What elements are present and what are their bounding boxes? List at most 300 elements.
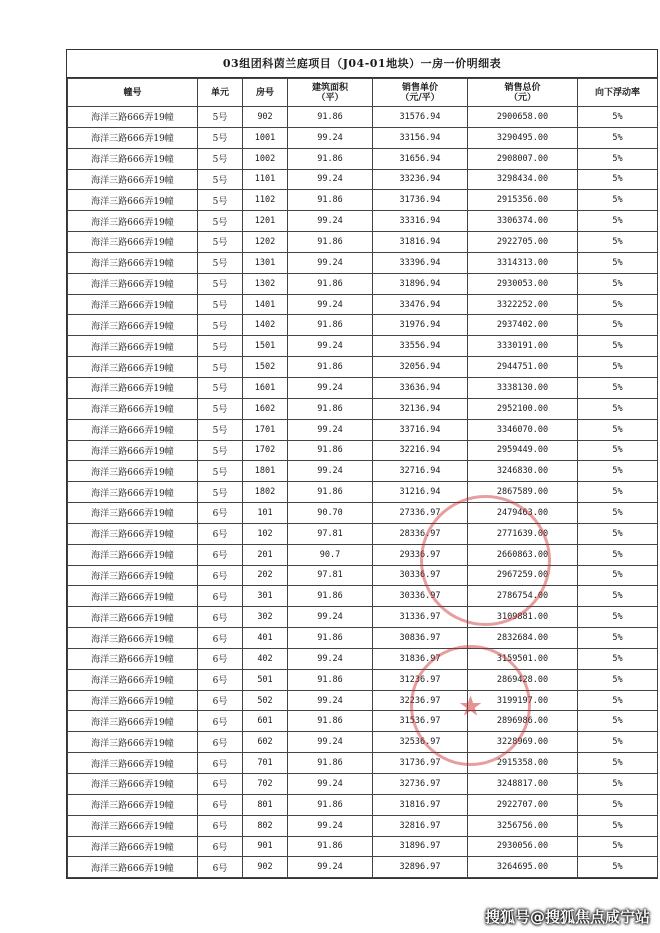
table-row	[68, 461, 658, 482]
table-row	[68, 711, 658, 732]
unit-price-cell: 32896.97	[373, 857, 468, 878]
float-rate-cell: 5%	[578, 461, 658, 482]
total-price-cell: 2869428.00	[468, 669, 578, 690]
seal-star-icon: ★	[457, 689, 484, 722]
area-cell: 99.24	[288, 211, 373, 232]
room-cell: 301	[243, 586, 288, 607]
total-price-cell: 2660863.00	[468, 544, 578, 565]
area-cell: 99.24	[288, 732, 373, 753]
float-rate-cell: 5%	[578, 586, 658, 607]
float-rate-cell: 5%	[578, 753, 658, 774]
unit-price-cell: 30836.97	[373, 628, 468, 649]
unit-price-cell: 32536.97	[373, 732, 468, 753]
float-rate-cell: 5%	[578, 357, 658, 378]
float-rate-cell: 5%	[578, 440, 658, 461]
float-rate-cell: 5%	[578, 107, 658, 128]
area-cell: 91.86	[288, 836, 373, 857]
total-price-cell: 2944751.00	[468, 357, 578, 378]
room-cell: 1402	[243, 315, 288, 336]
total-price-cell: 3159501.00	[468, 648, 578, 669]
unit-price-cell: 31896.94	[373, 273, 468, 294]
building-cell: 海洋三路666弄19幢	[68, 669, 198, 690]
unit-price-cell: 33476.94	[373, 294, 468, 315]
building-cell: 海洋三路666弄19幢	[68, 169, 198, 190]
room-cell: 701	[243, 753, 288, 774]
unit-price-cell: 32216.94	[373, 440, 468, 461]
building-cell: 海洋三路666弄19幢	[68, 252, 198, 273]
building-cell: 海洋三路666弄19幢	[68, 732, 198, 753]
building-cell: 海洋三路666弄19幢	[68, 419, 198, 440]
building-cell: 海洋三路666弄19幢	[68, 148, 198, 169]
unit-cell: 5号	[198, 357, 243, 378]
area-cell: 99.24	[288, 169, 373, 190]
table-row	[68, 294, 658, 315]
table-row	[68, 357, 658, 378]
float-rate-cell: 5%	[578, 669, 658, 690]
unit-cell: 5号	[198, 461, 243, 482]
room-cell: 601	[243, 711, 288, 732]
total-price-cell: 3290495.00	[468, 127, 578, 148]
unit-cell: 6号	[198, 565, 243, 586]
float-rate-cell: 5%	[578, 398, 658, 419]
table-row	[68, 628, 658, 649]
building-cell: 海洋三路666弄19幢	[68, 461, 198, 482]
unit-price-cell: 31816.97	[373, 794, 468, 815]
table-row	[68, 794, 658, 815]
total-price-cell: 2915358.00	[468, 753, 578, 774]
area-cell: 90.70	[288, 503, 373, 524]
room-cell: 402	[243, 648, 288, 669]
table-row	[68, 440, 658, 461]
building-cell: 海洋三路666弄19幢	[68, 523, 198, 544]
unit-price-cell: 31536.97	[373, 711, 468, 732]
total-price-cell: 3314313.00	[468, 252, 578, 273]
area-cell: 91.86	[288, 273, 373, 294]
building-cell: 海洋三路666弄19幢	[68, 440, 198, 461]
unit-price-cell: 31816.94	[373, 232, 468, 253]
float-rate-cell: 5%	[578, 252, 658, 273]
area-cell: 90.7	[288, 544, 373, 565]
unit-price-cell: 31216.94	[373, 482, 468, 503]
building-cell: 海洋三路666弄19幢	[68, 628, 198, 649]
col-header-room: 房号	[243, 79, 288, 107]
total-price-cell: 3322252.00	[468, 294, 578, 315]
unit-cell: 5号	[198, 127, 243, 148]
room-cell: 501	[243, 669, 288, 690]
table-row	[68, 774, 658, 795]
area-cell: 91.86	[288, 107, 373, 128]
building-cell: 海洋三路666弄19幢	[68, 544, 198, 565]
float-rate-cell: 5%	[578, 711, 658, 732]
building-cell: 海洋三路666弄19幢	[68, 232, 198, 253]
area-cell: 91.86	[288, 669, 373, 690]
area-cell: 99.24	[288, 294, 373, 315]
unit-price-cell: 33636.94	[373, 377, 468, 398]
unit-cell: 5号	[198, 336, 243, 357]
building-cell: 海洋三路666弄19幢	[68, 107, 198, 128]
area-cell: 99.24	[288, 607, 373, 628]
building-cell: 海洋三路666弄19幢	[68, 336, 198, 357]
total-price-cell: 3228969.00	[468, 732, 578, 753]
area-cell: 91.86	[288, 794, 373, 815]
unit-cell: 6号	[198, 648, 243, 669]
unit-cell: 5号	[198, 315, 243, 336]
room-cell: 101	[243, 503, 288, 524]
table-row	[68, 107, 658, 128]
unit-price-cell: 33156.94	[373, 127, 468, 148]
total-price-cell: 3256756.00	[468, 815, 578, 836]
building-cell: 海洋三路666弄19幢	[68, 565, 198, 586]
table-row	[68, 753, 658, 774]
unit-cell: 6号	[198, 815, 243, 836]
float-rate-cell: 5%	[578, 857, 658, 878]
unit-price-cell: 31836.97	[373, 648, 468, 669]
price-table	[67, 78, 658, 878]
total-price-cell: 2930053.00	[468, 273, 578, 294]
unit-price-cell: 31976.94	[373, 315, 468, 336]
room-cell: 1201	[243, 211, 288, 232]
area-cell: 91.86	[288, 482, 373, 503]
float-rate-cell: 5%	[578, 503, 658, 524]
total-price-cell: 2786754.00	[468, 586, 578, 607]
area-cell: 99.24	[288, 377, 373, 398]
float-rate-cell: 5%	[578, 127, 658, 148]
area-cell: 99.24	[288, 774, 373, 795]
room-cell: 1801	[243, 461, 288, 482]
unit-price-cell: 33236.94	[373, 169, 468, 190]
total-price-cell: 2908007.00	[468, 148, 578, 169]
building-cell: 海洋三路666弄19幢	[68, 815, 198, 836]
room-cell: 1101	[243, 169, 288, 190]
area-cell: 97.81	[288, 523, 373, 544]
unit-price-cell: 32056.94	[373, 357, 468, 378]
room-cell: 1802	[243, 482, 288, 503]
float-rate-cell: 5%	[578, 523, 658, 544]
unit-price-cell: 31236.97	[373, 669, 468, 690]
area-cell: 99.24	[288, 419, 373, 440]
float-rate-cell: 5%	[578, 148, 658, 169]
room-cell: 801	[243, 794, 288, 815]
unit-cell: 6号	[198, 774, 243, 795]
area-cell: 99.24	[288, 336, 373, 357]
float-rate-cell: 5%	[578, 482, 658, 503]
col-header-total-price: 销售总价 （元）	[468, 79, 578, 107]
table-row	[68, 669, 658, 690]
area-cell: 99.24	[288, 690, 373, 711]
room-cell: 502	[243, 690, 288, 711]
building-cell: 海洋三路666弄19幢	[68, 398, 198, 419]
room-cell: 1202	[243, 232, 288, 253]
table-row	[68, 857, 658, 878]
table-row	[68, 815, 658, 836]
unit-price-cell: 31576.94	[373, 107, 468, 128]
col-header-unit: 单元	[198, 79, 243, 107]
area-cell: 91.86	[288, 357, 373, 378]
float-rate-cell: 5%	[578, 628, 658, 649]
total-price-cell: 3199197.00	[468, 690, 578, 711]
table-row	[68, 398, 658, 419]
table-row	[68, 336, 658, 357]
unit-cell: 6号	[198, 544, 243, 565]
building-cell: 海洋三路666弄19幢	[68, 753, 198, 774]
area-cell: 99.24	[288, 127, 373, 148]
unit-cell: 6号	[198, 669, 243, 690]
table-row	[68, 377, 658, 398]
total-price-cell: 2832684.00	[468, 628, 578, 649]
float-rate-cell: 5%	[578, 273, 658, 294]
unit-price-cell: 32136.94	[373, 398, 468, 419]
room-cell: 1302	[243, 273, 288, 294]
float-rate-cell: 5%	[578, 690, 658, 711]
room-cell: 901	[243, 836, 288, 857]
room-cell: 702	[243, 774, 288, 795]
area-cell: 99.24	[288, 648, 373, 669]
area-cell: 91.86	[288, 711, 373, 732]
float-rate-cell: 5%	[578, 336, 658, 357]
unit-cell: 6号	[198, 711, 243, 732]
col-header-building: 幢号	[68, 79, 198, 107]
document-title: 03组团科茵兰庭项目（J04-01地块）一房一价明细表	[67, 50, 657, 78]
unit-cell: 5号	[198, 398, 243, 419]
area-cell: 91.86	[288, 232, 373, 253]
total-price-cell: 2915356.00	[468, 190, 578, 211]
table-row	[68, 544, 658, 565]
unit-price-cell: 32236.97	[373, 690, 468, 711]
float-rate-cell: 5%	[578, 732, 658, 753]
building-cell: 海洋三路666弄19幢	[68, 503, 198, 524]
total-price-cell: 2922705.00	[468, 232, 578, 253]
table-row	[68, 482, 658, 503]
total-price-cell: 3306374.00	[468, 211, 578, 232]
float-rate-cell: 5%	[578, 648, 658, 669]
float-rate-cell: 5%	[578, 294, 658, 315]
unit-cell: 6号	[198, 586, 243, 607]
room-cell: 1502	[243, 357, 288, 378]
table-row	[68, 190, 658, 211]
unit-cell: 5号	[198, 232, 243, 253]
float-rate-cell: 5%	[578, 169, 658, 190]
table-row	[68, 503, 658, 524]
area-cell: 91.86	[288, 586, 373, 607]
room-cell: 401	[243, 628, 288, 649]
unit-price-cell: 33316.94	[373, 211, 468, 232]
unit-cell: 6号	[198, 690, 243, 711]
unit-price-cell: 30336.97	[373, 586, 468, 607]
building-cell: 海洋三路666弄19幢	[68, 586, 198, 607]
building-cell: 海洋三路666弄19幢	[68, 774, 198, 795]
total-price-cell: 2479463.00	[468, 503, 578, 524]
unit-price-cell: 33556.94	[373, 336, 468, 357]
unit-cell: 5号	[198, 482, 243, 503]
room-cell: 1301	[243, 252, 288, 273]
total-price-cell: 2959449.00	[468, 440, 578, 461]
table-row	[68, 232, 658, 253]
area-cell: 99.24	[288, 815, 373, 836]
float-rate-cell: 5%	[578, 419, 658, 440]
unit-price-cell: 31336.97	[373, 607, 468, 628]
building-cell: 海洋三路666弄19幢	[68, 127, 198, 148]
room-cell: 1102	[243, 190, 288, 211]
building-cell: 海洋三路666弄19幢	[68, 377, 198, 398]
unit-price-cell: 31656.94	[373, 148, 468, 169]
float-rate-cell: 5%	[578, 815, 658, 836]
table-row	[68, 252, 658, 273]
room-cell: 1501	[243, 336, 288, 357]
room-cell: 1602	[243, 398, 288, 419]
col-header-float-rate: 向下浮动率	[578, 79, 658, 107]
unit-price-cell: 32816.97	[373, 815, 468, 836]
float-rate-cell: 5%	[578, 190, 658, 211]
total-price-cell: 2967259.00	[468, 565, 578, 586]
area-cell: 99.24	[288, 857, 373, 878]
unit-cell: 6号	[198, 857, 243, 878]
table-row	[68, 419, 658, 440]
unit-cell: 6号	[198, 503, 243, 524]
unit-cell: 6号	[198, 732, 243, 753]
unit-cell: 5号	[198, 419, 243, 440]
col-header-unit-price: 销售单价 （元/平）	[373, 79, 468, 107]
unit-cell: 6号	[198, 628, 243, 649]
unit-price-cell: 31736.94	[373, 190, 468, 211]
header-row	[68, 79, 658, 107]
unit-price-cell: 28336.97	[373, 523, 468, 544]
area-cell: 91.86	[288, 398, 373, 419]
unit-cell: 5号	[198, 107, 243, 128]
room-cell: 201	[243, 544, 288, 565]
building-cell: 海洋三路666弄19幢	[68, 482, 198, 503]
unit-cell: 5号	[198, 294, 243, 315]
unit-cell: 5号	[198, 273, 243, 294]
building-cell: 海洋三路666弄19幢	[68, 190, 198, 211]
float-rate-cell: 5%	[578, 774, 658, 795]
room-cell: 1001	[243, 127, 288, 148]
room-cell: 1701	[243, 419, 288, 440]
table-row	[68, 586, 658, 607]
building-cell: 海洋三路666弄19幢	[68, 211, 198, 232]
unit-cell: 6号	[198, 836, 243, 857]
area-cell: 91.86	[288, 148, 373, 169]
table-row	[68, 127, 658, 148]
table-row	[68, 169, 658, 190]
float-rate-cell: 5%	[578, 232, 658, 253]
total-price-cell: 3298434.00	[468, 169, 578, 190]
table-row	[68, 315, 658, 336]
room-cell: 302	[243, 607, 288, 628]
col-header-area: 建筑面积 （平）	[288, 79, 373, 107]
room-cell: 902	[243, 857, 288, 878]
float-rate-cell: 5%	[578, 794, 658, 815]
total-price-cell: 2937402.00	[468, 315, 578, 336]
area-cell: 99.24	[288, 252, 373, 273]
room-cell: 1002	[243, 148, 288, 169]
unit-price-cell: 29336.97	[373, 544, 468, 565]
total-price-cell: 3346070.00	[468, 419, 578, 440]
building-cell: 海洋三路666弄19幢	[68, 711, 198, 732]
total-price-cell: 2771639.00	[468, 523, 578, 544]
float-rate-cell: 5%	[578, 377, 658, 398]
unit-price-cell: 27336.97	[373, 503, 468, 524]
total-price-cell: 3248817.00	[468, 774, 578, 795]
unit-price-cell: 31736.97	[373, 753, 468, 774]
unit-cell: 5号	[198, 211, 243, 232]
total-price-cell: 3330191.00	[468, 336, 578, 357]
total-price-cell: 3109881.00	[468, 607, 578, 628]
area-cell: 91.86	[288, 628, 373, 649]
building-cell: 海洋三路666弄19幢	[68, 690, 198, 711]
float-rate-cell: 5%	[578, 565, 658, 586]
total-price-cell: 3246830.00	[468, 461, 578, 482]
unit-price-cell: 32716.94	[373, 461, 468, 482]
room-cell: 102	[243, 523, 288, 544]
unit-cell: 5号	[198, 440, 243, 461]
total-price-cell: 2922707.00	[468, 794, 578, 815]
table-row	[68, 836, 658, 857]
area-cell: 91.86	[288, 753, 373, 774]
area-cell: 91.86	[288, 315, 373, 336]
unit-price-cell: 30336.97	[373, 565, 468, 586]
table-row	[68, 732, 658, 753]
table-row	[68, 690, 658, 711]
unit-cell: 5号	[198, 148, 243, 169]
watermark: 搜狐号@搜狐焦点咸宁站	[484, 908, 650, 926]
room-cell: 902	[243, 107, 288, 128]
room-cell: 1702	[243, 440, 288, 461]
price-sheet	[66, 49, 658, 879]
building-cell: 海洋三路666弄19幢	[68, 607, 198, 628]
total-price-cell: 2900658.00	[468, 107, 578, 128]
building-cell: 海洋三路666弄19幢	[68, 357, 198, 378]
table-row	[68, 648, 658, 669]
total-price-cell: 2896986.00	[468, 711, 578, 732]
unit-cell: 6号	[198, 794, 243, 815]
building-cell: 海洋三路666弄19幢	[68, 794, 198, 815]
unit-price-cell: 32736.97	[373, 774, 468, 795]
total-price-cell: 3264695.00	[468, 857, 578, 878]
float-rate-cell: 5%	[578, 544, 658, 565]
room-cell: 1601	[243, 377, 288, 398]
area-cell: 99.24	[288, 461, 373, 482]
area-cell: 91.86	[288, 190, 373, 211]
building-cell: 海洋三路666弄19幢	[68, 315, 198, 336]
total-price-cell: 3338130.00	[468, 377, 578, 398]
building-cell: 海洋三路666弄19幢	[68, 294, 198, 315]
table-row	[68, 523, 658, 544]
area-cell: 97.81	[288, 565, 373, 586]
table-row	[68, 148, 658, 169]
building-cell: 海洋三路666弄19幢	[68, 273, 198, 294]
unit-cell: 5号	[198, 169, 243, 190]
building-cell: 海洋三路666弄19幢	[68, 857, 198, 878]
unit-cell: 6号	[198, 753, 243, 774]
table-row	[68, 565, 658, 586]
unit-cell: 5号	[198, 377, 243, 398]
unit-price-cell: 31896.97	[373, 836, 468, 857]
table-row	[68, 273, 658, 294]
float-rate-cell: 5%	[578, 607, 658, 628]
building-cell: 海洋三路666弄19幢	[68, 836, 198, 857]
room-cell: 602	[243, 732, 288, 753]
table-row	[68, 607, 658, 628]
unit-cell: 5号	[198, 252, 243, 273]
float-rate-cell: 5%	[578, 211, 658, 232]
unit-cell: 6号	[198, 607, 243, 628]
unit-cell: 6号	[198, 523, 243, 544]
total-price-cell: 2867589.00	[468, 482, 578, 503]
float-rate-cell: 5%	[578, 315, 658, 336]
table-row	[68, 211, 658, 232]
building-cell: 海洋三路666弄19幢	[68, 648, 198, 669]
unit-price-cell: 33716.94	[373, 419, 468, 440]
